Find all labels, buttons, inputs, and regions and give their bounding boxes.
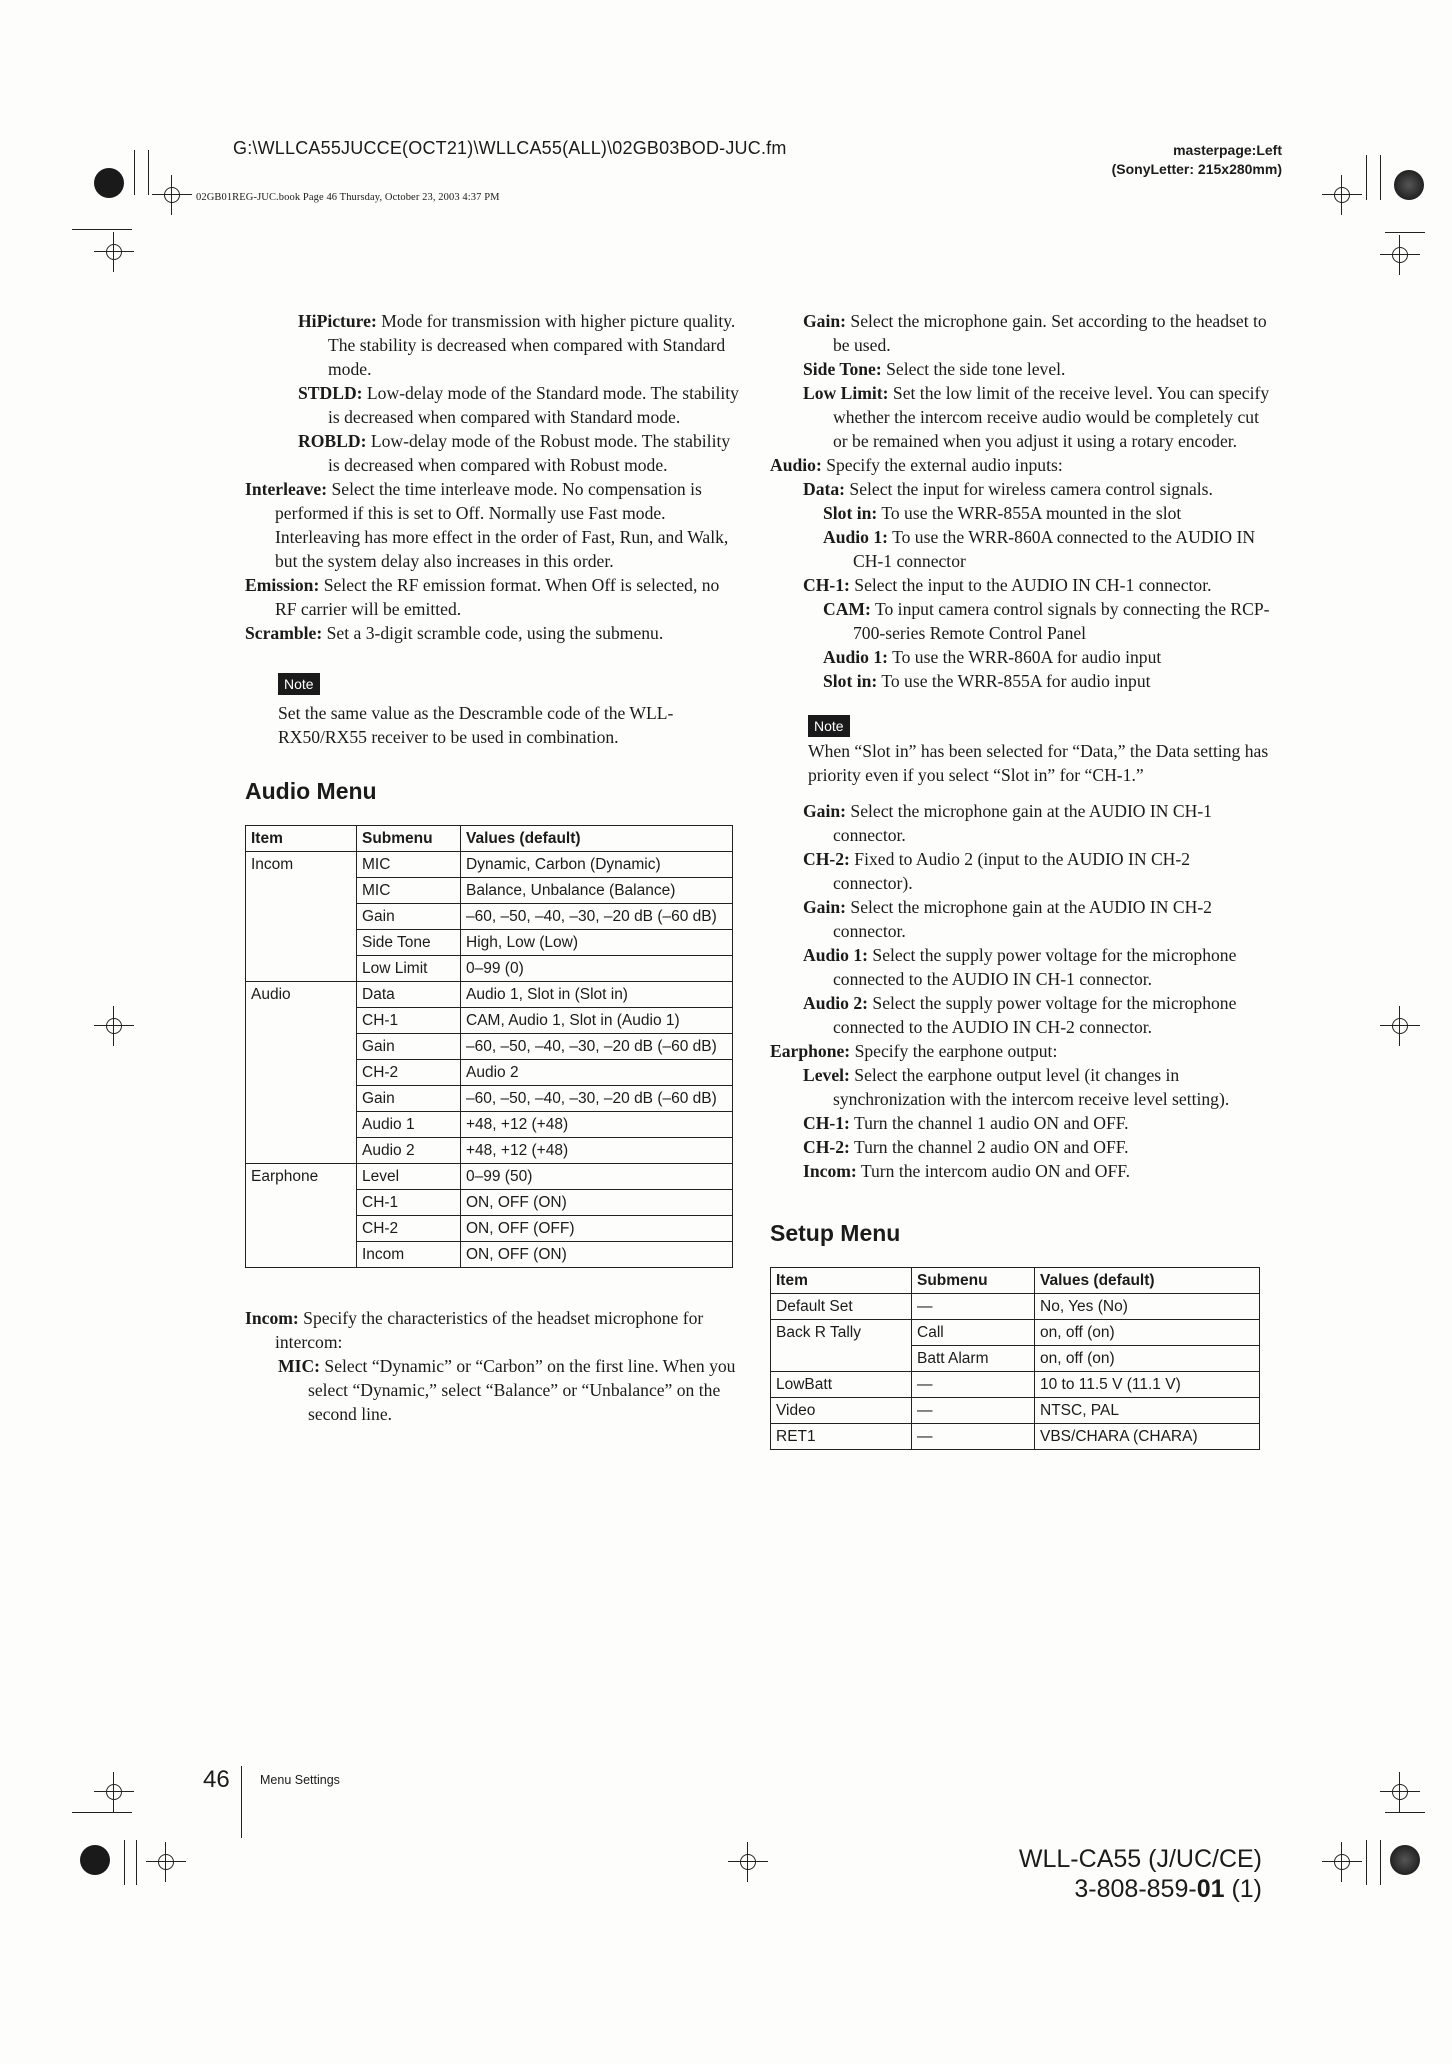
definition-side-tone: Side Tone: Select the side tone level. [803, 359, 1066, 379]
crosshair-icon [1322, 175, 1362, 215]
audio-table-cell: CH-2 [357, 1216, 461, 1242]
audio-table-cell: Audio 2 [461, 1060, 733, 1086]
definition-data: Data: Select the input for wireless camera control signals. [803, 479, 1213, 499]
setup-table-cell: Batt Alarm [912, 1346, 1035, 1372]
definition-scramble: Scramble: Set a 3-digit scramble code, using the submenu. [245, 623, 664, 643]
audio-table-cell: Audio [246, 982, 357, 1008]
table-row [246, 1060, 733, 1086]
section-name: Menu Settings [260, 1773, 340, 1787]
model-name: WLL-CA55 (J/UC/CE) [1018, 1845, 1262, 1873]
audio-table-cell [246, 904, 357, 930]
setup-table-cell: — [912, 1424, 1035, 1450]
table-row [246, 1216, 733, 1242]
definition-stdld: STDLD: Low-delay mode of the Standard mode. The stability is decreased when compared with Standard mode. [298, 383, 739, 427]
column-header: Item [246, 826, 357, 852]
table-row [246, 1008, 733, 1034]
note-badge: Note [278, 673, 320, 695]
table-row [771, 1398, 1260, 1424]
audio-table-body [246, 852, 733, 1268]
crosshair-icon [1380, 1006, 1420, 1046]
audio-table-cell [246, 1086, 357, 1112]
audio-table-cell: Gain [357, 904, 461, 930]
table-row [246, 878, 733, 904]
note-block [278, 671, 740, 749]
definition-ch-1: CH-1: Select the input to the AUDIO IN CH-1 connector. [803, 575, 1212, 595]
setup-table-cell: No, Yes (No) [1035, 1294, 1260, 1320]
audio-table-cell: High, Low (Low) [461, 930, 733, 956]
setup-table-cell: — [912, 1398, 1035, 1424]
column-header: Submenu [912, 1268, 1035, 1294]
audio-table-cell [246, 1008, 357, 1034]
audio-table-cell [246, 930, 357, 956]
footer-divider [241, 1766, 242, 1838]
audio-table-cell: Dynamic, Carbon (Dynamic) [461, 852, 733, 878]
model-info [1019, 1844, 1262, 1904]
definition-mic: MIC: Select “Dynamic” or “Carbon” on the first line. When you select “Dynamic,” select “Balance” or “Unbalance” on the second line. [278, 1356, 736, 1424]
crop-line [124, 1840, 125, 1885]
audio-table-cell: ON, OFF (OFF) [461, 1216, 733, 1242]
definition-earphone-incom: Incom: Turn the intercom audio ON and OFF. [803, 1161, 1131, 1181]
audio-table-cell: Low Limit [357, 956, 461, 982]
audio-table-cell: 0–99 (50) [461, 1164, 733, 1190]
table-header-row [771, 1268, 1260, 1294]
audio-table-cell [246, 1138, 357, 1164]
setup-table-cell: NTSC, PAL [1035, 1398, 1260, 1424]
definition-robld: ROBLD: Low-delay mode of the Robust mode. The stability is decreased when compared with Robust mode. [298, 431, 731, 475]
audio-table-cell [246, 1060, 357, 1086]
audio-table-cell [246, 878, 357, 904]
setup-menu-title: Setup Menu [770, 1220, 901, 1246]
left-column [245, 309, 740, 1426]
crop-line [1366, 1840, 1367, 1885]
audio-table-cell [246, 1112, 357, 1138]
note-badge: Note [808, 715, 850, 737]
column-header: Item [771, 1268, 912, 1294]
audio-table-cell: ON, OFF (ON) [461, 1190, 733, 1216]
definition-audio-2-power: Audio 2: Select the supply power voltage for the microphone connected to the AUDIO IN CH-2 connector. [803, 993, 1237, 1037]
table-row [246, 930, 733, 956]
note-text: When “Slot in” has been selected for “Data,” the Data setting has priority even if you select “Slot in” for “CH-1.” [808, 741, 1269, 785]
table-row [246, 1190, 733, 1216]
book-info: 02GB01REG-JUC.book Page 46 Thursday, October 23, 2003 4:37 PM [196, 192, 500, 203]
audio-menu-title: Audio Menu [245, 778, 377, 804]
table-row [246, 852, 733, 878]
table-row [246, 956, 733, 982]
note-block [808, 713, 1270, 787]
definition-audio: Audio: Specify the external audio inputs: [770, 455, 1063, 475]
audio-table-cell: Incom [357, 1242, 461, 1268]
crosshair-icon [1322, 1842, 1362, 1882]
registration-dot-icon [94, 168, 124, 198]
right-column [770, 309, 1270, 1450]
audio-table-cell: Gain [357, 1086, 461, 1112]
registration-dot-icon [1390, 1845, 1420, 1875]
audio-table-cell [246, 1242, 357, 1268]
crop-line [72, 229, 132, 230]
audio-table-cell: CH-1 [357, 1190, 461, 1216]
table-row [771, 1294, 1260, 1320]
setup-table-cell: 10 to 11.5 V (11.1 V) [1035, 1372, 1260, 1398]
crop-line [72, 1812, 132, 1813]
table-row [771, 1346, 1260, 1372]
audio-table-cell: MIC [357, 878, 461, 904]
audio-table-cell: +48, +12 (+48) [461, 1138, 733, 1164]
crosshair-icon [1380, 235, 1420, 275]
setup-table-body [771, 1294, 1260, 1450]
table-row [246, 1164, 733, 1190]
registration-dot-icon [1394, 170, 1424, 200]
incom-definitions [245, 1306, 740, 1426]
audio-table-cell: Gain [357, 1034, 461, 1060]
crop-line [148, 150, 149, 195]
setup-table-cell: Call [912, 1320, 1035, 1346]
definition-gain-ch2: Gain: Select the microphone gain at the AUDIO IN CH-2 connector. [803, 897, 1212, 941]
audio-table-cell: CH-2 [357, 1060, 461, 1086]
audio-table-cell: Incom [246, 852, 357, 878]
audio-table-cell [246, 1190, 357, 1216]
definition-incom: Incom: Specify the characteristics of the headset microphone for intercom: [245, 1308, 704, 1352]
setup-table-cell: RET1 [771, 1424, 912, 1450]
audio-table-cell: Level [357, 1164, 461, 1190]
definition-audio-1-power: Audio 1: Select the supply power voltage for the microphone connected to the AUDIO IN CH-1 connector. [803, 945, 1237, 989]
crop-line [1380, 1840, 1381, 1885]
audio-table-cell: Side Tone [357, 930, 461, 956]
column-header: Values (default) [1035, 1268, 1260, 1294]
crosshair-icon [146, 1842, 186, 1882]
crop-line [136, 1840, 137, 1885]
definition-slot-in: Slot in: To use the WRR-855A mounted in the slot [823, 503, 1182, 523]
setup-table-cell: Video [771, 1398, 912, 1424]
audio-table-cell: –60, –50, –40, –30, –20 dB (–60 dB) [461, 904, 733, 930]
table-row [246, 1112, 733, 1138]
audio-table-cell: CH-1 [357, 1008, 461, 1034]
setup-table-cell: — [912, 1294, 1035, 1320]
definition-level: Level: Select the earphone output level (it changes in synchronization with the intercom receive level setting). [803, 1065, 1230, 1109]
audio-table-cell: Audio 1, Slot in (Slot in) [461, 982, 733, 1008]
table-row [771, 1372, 1260, 1398]
audio-table-cell: –60, –50, –40, –30, –20 dB (–60 dB) [461, 1086, 733, 1112]
audio-table-cell [246, 1034, 357, 1060]
crosshair-icon [152, 175, 192, 215]
table-row [246, 982, 733, 1008]
table-row [246, 1242, 733, 1268]
definition-emission: Emission: Select the RF emission format. When Off is selected, no RF carrier will be emitted. [245, 575, 720, 619]
crop-line [134, 150, 135, 195]
table-row [246, 1086, 733, 1112]
setup-table-cell: VBS/CHARA (CHARA) [1035, 1424, 1260, 1450]
table-row [246, 904, 733, 930]
audio-table-cell: MIC [357, 852, 461, 878]
definition-gain-ch1: Gain: Select the microphone gain at the AUDIO IN CH-1 connector. [803, 801, 1212, 845]
definition-earphone: Earphone: Specify the earphone output: [770, 1041, 1058, 1061]
audio-table-cell: 0–99 (0) [461, 956, 733, 982]
crop-line [1385, 1812, 1425, 1813]
registration-dot-icon [80, 1845, 110, 1875]
table-row [246, 1138, 733, 1164]
definition-earphone-ch2: CH-2: Turn the channel 2 audio ON and OFF. [803, 1137, 1129, 1157]
audio-table-cell: Audio 1 [357, 1112, 461, 1138]
setup-menu-table [770, 1267, 1260, 1450]
crosshair-icon [94, 1772, 134, 1812]
audio-table-cell: +48, +12 (+48) [461, 1112, 733, 1138]
audio-menu-table [245, 825, 733, 1268]
column-header: Values (default) [461, 826, 733, 852]
audio-table-cell: –60, –50, –40, –30, –20 dB (–60 dB) [461, 1034, 733, 1060]
note-text: Set the same value as the Descramble code of the WLL-RX50/RX55 receiver to be used in combination. [278, 703, 674, 747]
masterpage-label [1112, 141, 1282, 179]
definition-slot-in-input: Slot in: To use the WRR-855A for audio input [823, 671, 1151, 691]
table-row [771, 1320, 1260, 1346]
definition-interleave: Interleave: Select the time interleave mode. No compensation is performed if this is set to Off. Normally use Fast mode. Interleaving has more effect in the order of Fast, Run, and Walk, but the system delay also increases in this order. [245, 479, 729, 571]
audio-table-cell: CAM, Audio 1, Slot in (Audio 1) [461, 1008, 733, 1034]
crop-line [1366, 155, 1367, 200]
crosshair-icon [728, 1842, 768, 1882]
setup-table-cell: Default Set [771, 1294, 912, 1320]
setup-table-cell: on, off (on) [1035, 1346, 1260, 1372]
audio-table-cell: Earphone [246, 1164, 357, 1190]
crosshair-icon [1380, 1772, 1420, 1812]
definition-cam: CAM: To input camera control signals by connecting the RCP-700-series Remote Control Panel [823, 599, 1270, 643]
page-number: 46 [203, 1766, 230, 1793]
crop-line [1385, 232, 1425, 233]
crop-line [1380, 155, 1381, 200]
setup-table-cell: — [912, 1372, 1035, 1398]
part-number: 3-808-859-01 (1) [1074, 1875, 1262, 1903]
audio-table-cell: ON, OFF (ON) [461, 1242, 733, 1268]
audio-table-cell [246, 956, 357, 982]
audio-table-cell [246, 1216, 357, 1242]
definition-low-limit: Low Limit: Set the low limit of the receive level. You can specify whether the intercom receive audio would be completely cut or be remained when you adjust it using a rotary encoder. [803, 383, 1270, 451]
setup-table-cell: on, off (on) [1035, 1320, 1260, 1346]
audio-table-cell: Balance, Unbalance (Balance) [461, 878, 733, 904]
crosshair-icon [94, 232, 134, 272]
definition-earphone-ch1: CH-1: Turn the channel 1 audio ON and OFF. [803, 1113, 1129, 1133]
table-row [771, 1424, 1260, 1450]
file-path: G:\WLLCA55JUCCE(OCT21)\WLLCA55(ALL)\02GB03BOD-JUC.fm [233, 138, 787, 158]
setup-table-cell [771, 1346, 912, 1372]
setup-table-cell: Back R Tally [771, 1320, 912, 1346]
audio-table-cell: Audio 2 [357, 1138, 461, 1164]
setup-table-cell: LowBatt [771, 1372, 912, 1398]
masterpage-name: masterpage:Left [1173, 142, 1282, 158]
definition-gain: Gain: Select the microphone gain. Set according to the headset to be used. [803, 311, 1267, 355]
column-header: Submenu [357, 826, 461, 852]
definition-audio-1: Audio 1: To use the WRR-860A connected to the AUDIO IN CH-1 connector [823, 527, 1256, 571]
definition-ch-2: CH-2: Fixed to Audio 2 (input to the AUDIO IN CH-2 connector). [803, 849, 1191, 893]
audio-table-cell: Data [357, 982, 461, 1008]
table-header-row [246, 826, 733, 852]
sony-letter-size: (SonyLetter: 215x280mm) [1111, 161, 1282, 177]
table-row [246, 1034, 733, 1060]
definition-audio-1-input: Audio 1: To use the WRR-860A for audio input [823, 647, 1162, 667]
definition-hipicture: HiPicture: Mode for transmission with higher picture quality. The stability is decreased when compared with Standard mode. [298, 311, 736, 379]
crosshair-icon [94, 1006, 134, 1046]
